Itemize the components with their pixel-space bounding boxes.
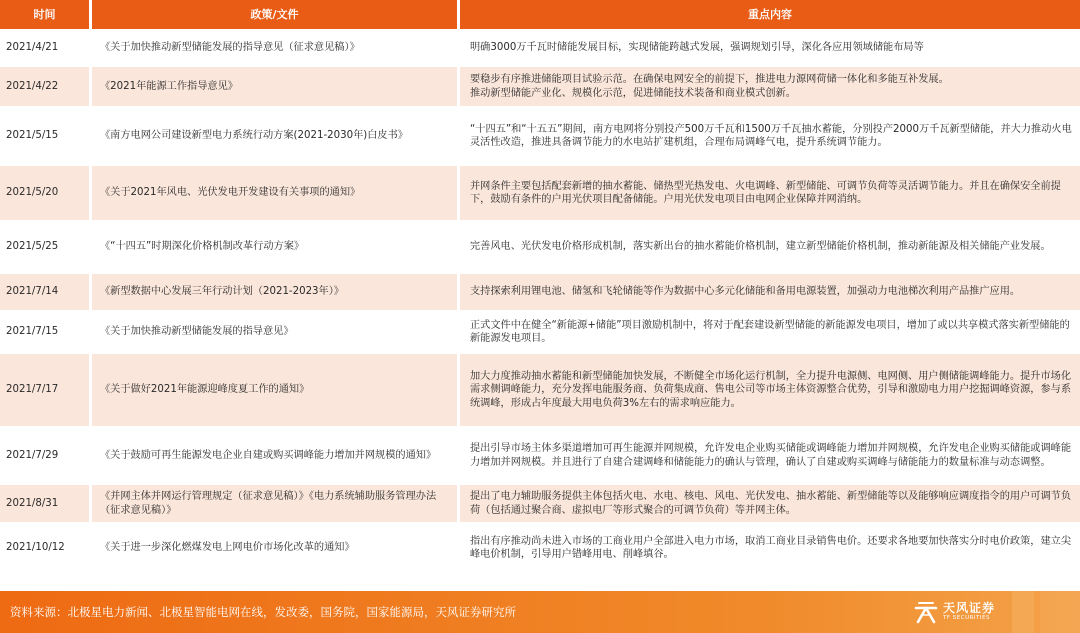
row-content: 提出引导市场主体多渠道增加可再生能源并网规模，允许发电企业购买储能或调峰能力增加并网规模，允许发电企业购买储能或调峰能力增加并网规模。并且进行了自建合建调峰和储能能力的确认与管理，确认了自建或购买调峰与储能能力的数量标准与动态调整。 <box>460 426 1080 483</box>
row-content: 支持探索利用锂电池、储氢和飞轮储能等作为数据中心多元化储能和备用电源装置，加强动力电池梯次利用产品推广应用。 <box>460 272 1080 310</box>
row-policy: 《关于做好2021年能源迎峰度夏工作的通知》 <box>92 352 460 426</box>
table-row <box>0 65 1080 106</box>
row-policy: 《关于进一步深化燃煤发电上网电价市场化改革的通知》 <box>92 522 460 572</box>
row-content: 完善风电、光伏发电价格形成机制，落实新出台的抽水蓄能价格机制，建立新型储能价格机制，推动新能源及相关储能产业发展。 <box>460 220 1080 272</box>
row-policy: 《关于鼓励可再生能源发电企业自建或购买调峰能力增加并网规模的通知》 <box>92 426 460 483</box>
footer-decoration <box>1040 591 1080 633</box>
footer-decoration <box>1012 591 1034 633</box>
row-content: 明确3000万千瓦时储能发展目标，实现储能跨越式发展，强调规划引导，深化各应用领域储能布局等 <box>460 29 1080 65</box>
row-policy: 《并网主体并网运行管理规定（征求意见稿）》《电力系统辅助服务管理办法（征求意见稿）》 <box>92 483 460 522</box>
header-policy: 政策/文件 <box>92 0 460 29</box>
row-content: 并网条件主要包括配套新增的抽水蓄能、储热型光热发电、火电调峰、新型储能、可调节负荷等灵活调节能力。并且在确保安全前提下，鼓励有条件的户用光伏项目配备储能。户用光伏发电项目由电网企业保障并网消纳。 <box>460 164 1080 220</box>
row-policy: 《关于加快推动新型储能发展的指导意见（征求意见稿）》 <box>92 29 460 65</box>
row-content: 加大力度推动抽水蓄能和新型储能加快发展，不断健全市场化运行机制，全力提升电源侧、电网侧、用户侧储能调峰能力。提升市场化需求侧调峰能力，充分发挥电能服务商、负荷集成商、售电公司等市场主体资源整合优势，引导和激励电力用户挖掘调峰资源，参与系统调峰，形成占年度最大用电负荷3%左右的需求响应能力。 <box>460 352 1080 426</box>
row-date: 2021/5/25 <box>0 220 92 272</box>
row-policy: 《2021年能源工作指导意见》 <box>92 65 460 106</box>
table-row <box>0 522 1080 572</box>
row-policy: 《关于2021年风电、光伏发电开发建设有关事项的通知》 <box>92 164 460 220</box>
logo-mark-icon <box>913 599 939 625</box>
row-date: 2021/5/15 <box>0 106 92 164</box>
row-policy: 《关于加快推动新型储能发展的指导意见》 <box>92 310 460 352</box>
source-note: 资料来源：北极星电力新闻、北极星智能电网在线，发改委，国务院，国家能源局，天风证券研究所 <box>10 605 516 619</box>
row-policy: 《南方电网公司建设新型电力系统行动方案(2021-2030年)白皮书》 <box>92 106 460 164</box>
row-date: 2021/10/12 <box>0 522 92 572</box>
table-row <box>0 106 1080 164</box>
row-content: 正式文件中在健全“新能源+储能”项目激励机制中，将对于配套建设新型储能的新能源发电项目，增加了或以共享模式落实新型储能的新能源发电项目。 <box>460 310 1080 352</box>
row-content: 提出了电力辅助服务提供主体包括火电、水电、核电、风电、光伏发电、抽水蓄能、新型储能等以及能够响应调度指令的用户可调节负荷（包括通过聚合商、虚拟电厂等形式聚合的可调节负荷）等并网主体。 <box>460 483 1080 522</box>
header-date: 时间 <box>0 0 92 29</box>
logo-name: 天风证券 <box>943 601 996 615</box>
table-row <box>0 220 1080 272</box>
row-policy: 《新型数据中心发展三年行动计划（2021-2023年）》 <box>92 272 460 310</box>
logo-subtitle: TF SECURITIES <box>943 615 990 621</box>
row-date: 2021/7/29 <box>0 426 92 483</box>
row-content: “十四五”和“十五五”期间，南方电网将分别投产500万千瓦和1500万千瓦抽水蓄能，分别投产2000万千瓦新型储能，并大力推动火电灵活性改造，推进具备调节能力的水电站扩建机组，合理布局调峰气电，提升系统调节能力。 <box>460 106 1080 164</box>
source-footer <box>0 591 1080 633</box>
row-policy: 《“十四五”时期深化价格机制改革行动方案》 <box>92 220 460 272</box>
row-date: 2021/7/14 <box>0 272 92 310</box>
row-date: 2021/5/20 <box>0 164 92 220</box>
header-content: 重点内容 <box>460 0 1080 29</box>
table-row <box>0 29 1080 65</box>
row-content: 要稳步有序推进储能项目试验示范。在确保电网安全的前提下，推进电力源网荷储一体化和多能互补发展。 推动新型储能产业化、规模化示范，促进储能技术装备和商业模式创新。 <box>460 65 1080 106</box>
table-row <box>0 164 1080 220</box>
table-header-row <box>0 0 1080 29</box>
row-content: 指出有序推动尚未进入市场的工商业用户全部进入电力市场，取消工商业目录销售电价。还要求各地要加快落实分时电价政策，建立尖峰电价机制，引导用户错峰用电、削峰填谷。 <box>460 522 1080 572</box>
tf-securities-logo <box>913 597 1003 627</box>
row-date: 2021/4/21 <box>0 29 92 65</box>
row-date: 2021/7/17 <box>0 352 92 426</box>
row-date: 2021/7/15 <box>0 310 92 352</box>
table-row <box>0 352 1080 426</box>
table-row <box>0 483 1080 522</box>
table-row <box>0 310 1080 352</box>
row-date: 2021/4/22 <box>0 65 92 106</box>
table-row <box>0 272 1080 310</box>
table-row <box>0 426 1080 483</box>
row-date: 2021/8/31 <box>0 483 92 522</box>
